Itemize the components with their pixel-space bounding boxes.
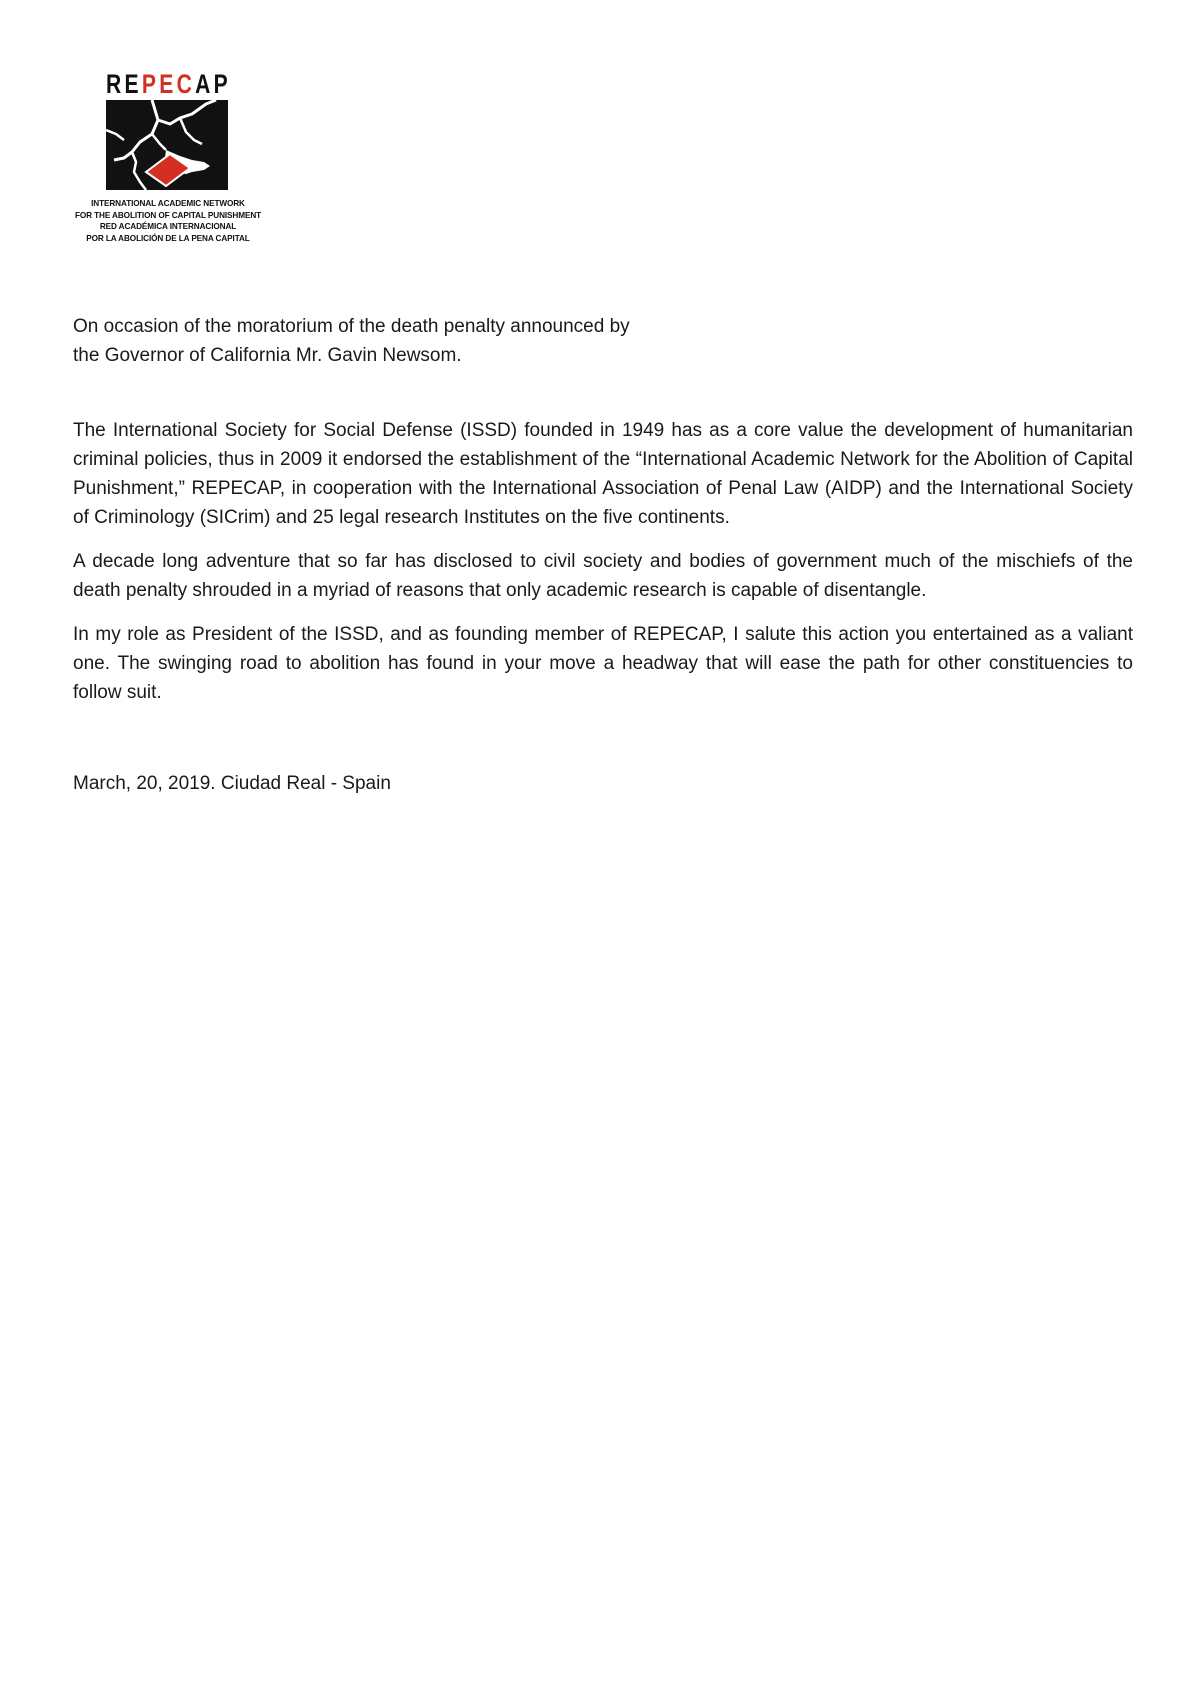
logo-caption — [70, 198, 266, 244]
logo-letter: P — [141, 69, 156, 99]
logo-letter: P — [213, 69, 228, 99]
letter-body — [73, 312, 1133, 798]
intro-line: the Governor of California Mr. Gavin Newsom. — [73, 345, 462, 366]
logo-wordmark — [106, 70, 228, 98]
logo-letter: C — [176, 69, 192, 99]
logo-caption-line: POR LA ABOLICIÓN DE LA PENA CAPITAL — [86, 233, 250, 243]
logo-letter: R — [106, 69, 122, 99]
paragraph-salute: In my role as President of the ISSD, and as founding member of REPECAP, I salute this action you entertained as a valiant one. The swinging road to abolition has found in your move a headway that will ease the path for other constituencies to follow suit. — [73, 624, 1133, 703]
logo-letter: A — [195, 69, 211, 99]
logo-caption-line: RED ACADÉMICA INTERNACIONAL — [99, 222, 237, 231]
date-place: March, 20, 2019. Ciudad Real - Spain — [73, 773, 391, 794]
logo-emblem-icon — [106, 100, 228, 190]
logo-letter: E — [159, 69, 174, 99]
logo-caption-line: FOR THE ABOLITION OF CAPITAL PUNISHMENT — [74, 210, 262, 220]
intro-line: On occasion of the moratorium of the death penalty announced by — [73, 316, 630, 337]
logo-letter: E — [124, 69, 139, 99]
logo-caption-line: INTERNATIONAL ACADEMIC NETWORK — [91, 199, 245, 208]
paragraph-decade-adventure: A decade long adventure that so far has disclosed to civil society and bodies of government much of the mischiefs of the death penalty shrouded in a myriad of reasons that only academic research is capable of disentangle. — [73, 551, 1133, 601]
letter-intro — [73, 312, 1133, 370]
paragraph-issd-background: The International Society for Social Defense (ISSD) founded in 1949 has as a core value the development of humanitarian criminal policies, thus in 2009 it endorsed the establishment of the “International Academic Network for the Abolition of Capital Punishment,” REPECAP, in cooperation with the International Association of Penal Law (AIDP) and the International Society of Criminology (SICrim) and 25 legal research Institutes on the five continents. — [73, 420, 1133, 528]
